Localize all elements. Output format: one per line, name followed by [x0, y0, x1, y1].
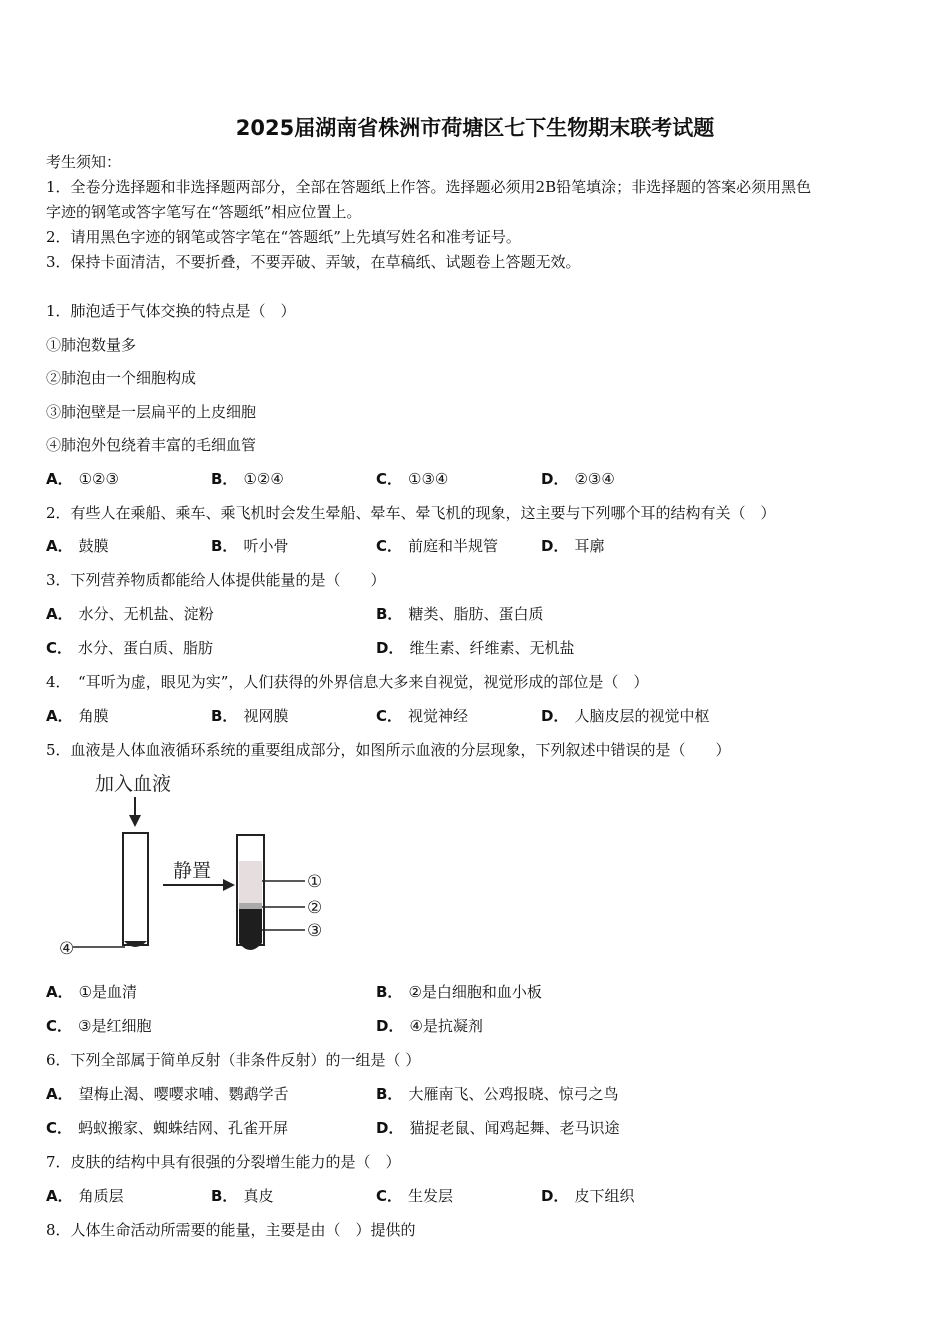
buffy-coat-layer [239, 903, 262, 909]
page-title: 2025届湖南省株洲市荷塘区七下生物期末联考试题 [235, 116, 715, 140]
question-4-stem: 4． “耳听为虚，眼见为实”，人们获得的外界信息大多来自视觉，视觉形成的部位是（ ） [46, 673, 649, 691]
notice-item-1-cont: 字迹的钢笔或答字笔写在“答题纸”相应位置上。 [46, 203, 362, 221]
question-6-option-c[interactable]: C． 蚂蚁搬家、蜘蛛结网、孔雀开屏 [46, 1119, 289, 1137]
question-3-option-d[interactable]: D． 维生素、纤维素、无机盐 [376, 639, 575, 657]
blood-layer-figure [55, 765, 345, 970]
still-arrow-head [223, 879, 235, 891]
question-1-statement-1: ①肺泡数量多 [46, 336, 137, 354]
question-3-option-b[interactable]: B． 糖类、脂肪、蛋白质 [376, 605, 544, 623]
question-3-option-c[interactable]: C． 水分、蛋白质、脂肪 [46, 639, 214, 657]
question-1-statement-4: ④肺泡外包绕着丰富的毛细血管 [46, 436, 257, 454]
question-1-statement-2: ②肺泡由一个细胞构成 [46, 369, 197, 387]
question-7-option-a[interactable]: A． 角质层 [46, 1187, 124, 1205]
question-1-option-b[interactable]: B． ①②④ [211, 470, 284, 488]
question-4-option-a[interactable]: A． 角膜 [46, 707, 109, 725]
plasma-layer [239, 861, 262, 903]
marker-3: ③ [307, 921, 323, 941]
question-5-option-a[interactable]: A． ①是血清 [46, 983, 138, 1001]
question-4-option-c[interactable]: C． 视觉神经 [376, 707, 469, 725]
question-1-statement-3: ③肺泡壁是一层扁平的上皮细胞 [46, 403, 257, 421]
question-6-option-d[interactable]: D． 猫捉老鼠、闻鸡起舞、老马识途 [376, 1119, 620, 1137]
question-3-stem: 3．下列营养物质都能给人体提供能量的是（ ） [46, 571, 386, 589]
marker-4: ④ [59, 939, 75, 959]
question-7-stem: 7．皮肤的结构中具有很强的分裂增生能力的是（ ） [46, 1153, 401, 1171]
question-1-stem: 1．肺泡适于气体交换的特点是（ ） [46, 302, 296, 320]
question-6-option-a[interactable]: A． 望梅止渴、嘤嘤求哺、鹦鹉学舌 [46, 1085, 289, 1103]
question-5-option-c[interactable]: C． ③是红细胞 [46, 1017, 152, 1035]
question-6-option-b[interactable]: B． 大雁南飞、公鸡报晓、惊弓之鸟 [376, 1085, 619, 1103]
marker-2: ② [307, 898, 323, 918]
still-label: 静置 [173, 860, 212, 882]
red-cell-layer [239, 909, 262, 950]
question-4-option-d[interactable]: D． 人脑皮层的视觉中枢 [541, 707, 710, 725]
notice-heading: 考生须知： [46, 153, 122, 171]
question-5-stem: 5．血液是人体血液循环系统的重要组成部分，如图所示血液的分层现象，下列叙述中错误的是（ ） [46, 741, 731, 759]
question-8-stem: 8．人体生命活动所需要的能量，主要是由（ ）提供的 [46, 1221, 416, 1239]
marker-1: ① [307, 872, 323, 892]
question-7-option-b[interactable]: B． 真皮 [211, 1187, 274, 1205]
question-2-option-c[interactable]: C． 前庭和半规管 [376, 537, 499, 555]
left-test-tube [123, 833, 148, 945]
question-4-option-b[interactable]: B． 视网膜 [211, 707, 289, 725]
question-1-option-d[interactable]: D． ②③④ [541, 470, 615, 488]
notice-item-2: 2．请用黑色字迹的钢笔或答字笔在“答题纸”上先填写姓名和准考证号。 [46, 228, 521, 246]
add-blood-label: 加入血液 [95, 773, 172, 795]
question-5-option-d[interactable]: D． ④是抗凝剂 [376, 1017, 483, 1035]
question-1-option-c[interactable]: C． ①③④ [376, 470, 449, 488]
question-2-option-d[interactable]: D． 耳廓 [541, 537, 605, 555]
question-2-option-a[interactable]: A． 鼓膜 [46, 537, 109, 555]
question-7-option-c[interactable]: C． 生发层 [376, 1187, 454, 1205]
notice-item-3: 3．保持卡面清洁，不要折叠，不要弄破、弄皱，在草稿纸、试题卷上答题无效。 [46, 253, 581, 271]
notice-item-1: 1．全卷分选择题和非选择题两部分，全部在答题纸上作答。选择题必须用2B铅笔填涂；非选择题的答案必须用黑色 [46, 178, 812, 196]
question-2-stem: 2．有些人在乘船、乘车、乘飞机时会发生晕船、晕车、晕飞机的现象，这主要与下列哪个耳的结构有关（ ） [46, 504, 776, 522]
question-5-option-b[interactable]: B． ②是白细胞和血小板 [376, 983, 542, 1001]
question-3-option-a[interactable]: A． 水分、无机盐、淀粉 [46, 605, 214, 623]
question-2-option-b[interactable]: B． 听小骨 [211, 537, 289, 555]
question-1-option-a[interactable]: A． ①②③ [46, 470, 119, 488]
add-blood-arrow-head [129, 815, 141, 827]
question-6-stem: 6．下列全部属于简单反射（非条件反射）的一组是（ ） [46, 1051, 421, 1069]
question-7-option-d[interactable]: D． 皮下组织 [541, 1187, 635, 1205]
